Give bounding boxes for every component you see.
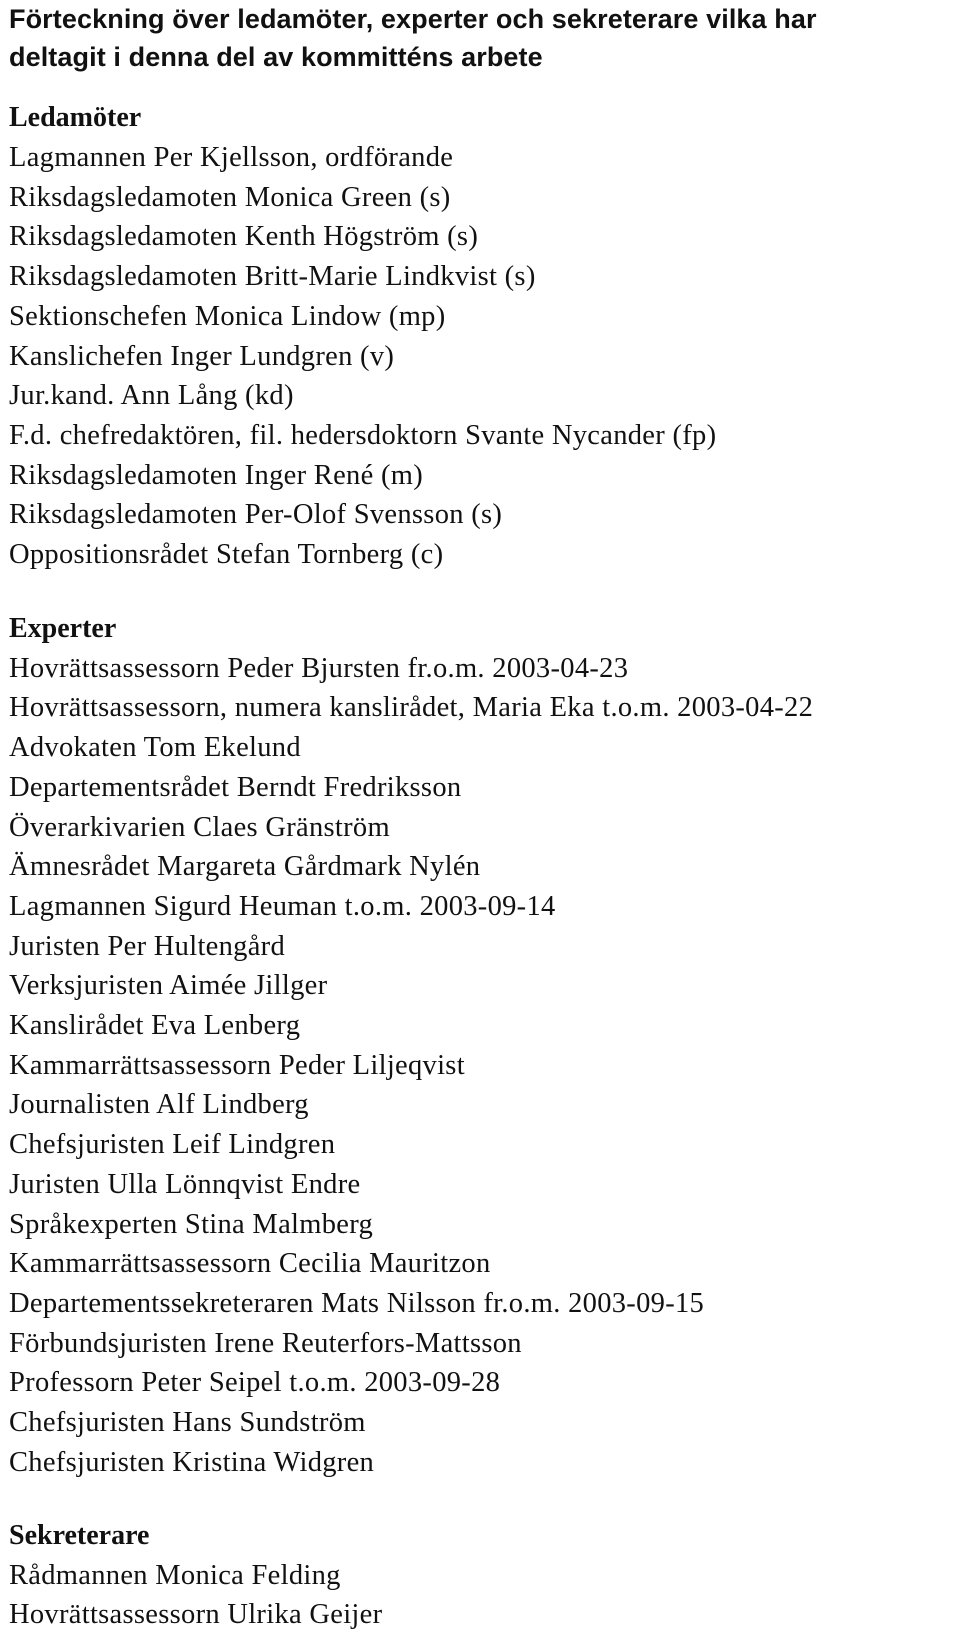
entry-list-experter bbox=[9, 649, 954, 1483]
list-item: Förbundsjuristen Irene Reuterfors-Mattsson bbox=[9, 1327, 522, 1359]
list-item: Riksdagsledamoten Inger René (m) bbox=[9, 459, 424, 491]
list-item: Professorn Peter Seipel t.o.m. 2003-09-28 bbox=[9, 1367, 501, 1399]
list-item: Hovrättsassessorn, numera kanslirådet, Maria Eka t.o.m. 2003-04-22 bbox=[9, 692, 814, 724]
list-item: Kanslirådet Eva Lenberg bbox=[9, 1010, 301, 1042]
list-item: Överarkivarien Claes Gränström bbox=[9, 811, 390, 843]
list-item: Lagmannen Per Kjellsson, ordförande bbox=[9, 142, 454, 173]
list-item: Jur.kand. Ann Lång (kd) bbox=[9, 380, 294, 412]
list-item: Rådmannen Monica Felding bbox=[9, 1559, 341, 1591]
list-item: Lagmannen Sigurd Heuman t.o.m. 2003-09-14 bbox=[9, 890, 556, 922]
list-item: Journalisten Alf Lindberg bbox=[9, 1089, 309, 1121]
list-item: Riksdagsledamoten Kenth Högström (s) bbox=[9, 221, 479, 253]
list-item: Riksdagsledamoten Per-Olof Svensson (s) bbox=[9, 499, 503, 531]
list-item: Chefsjuristen Hans Sundström bbox=[9, 1407, 366, 1439]
list-item: Chefsjuristen Kristina Widgren bbox=[9, 1446, 375, 1478]
list-item: Ämnesrådet Margareta Gårdmark Nylén bbox=[9, 851, 481, 883]
section-experter bbox=[9, 609, 954, 1483]
list-item: Juristen Per Hultengård bbox=[9, 930, 286, 962]
list-item: Riksdagsledamoten Monica Green (s) bbox=[9, 181, 451, 213]
document-page bbox=[9, 0, 954, 1635]
document-title bbox=[9, 0, 954, 76]
list-item: Chefsjuristen Leif Lindgren bbox=[9, 1129, 336, 1161]
title-line-1: Förteckning över ledamöter, experter och sekreterare vilka har bbox=[9, 4, 817, 34]
list-item: Kammarrättsassessorn Peder Liljeqvist bbox=[9, 1049, 465, 1081]
list-item: Advokaten Tom Ekelund bbox=[9, 732, 301, 764]
section-sekreterare bbox=[9, 1516, 954, 1635]
list-item: Riksdagsledamoten Britt-Marie Lindkvist (s) bbox=[9, 261, 536, 293]
entry-list-ledamoter bbox=[9, 138, 954, 575]
list-item: Hovrättsassessorn Ulrika Geijer bbox=[9, 1599, 383, 1631]
section-ledamoter bbox=[9, 98, 954, 575]
section-heading-ledamoter: Ledamöter bbox=[9, 102, 142, 133]
section-heading-experter: Experter bbox=[9, 612, 117, 644]
list-item: Kanslichefen Inger Lundgren (v) bbox=[9, 340, 395, 372]
list-item: Språkexperten Stina Malmberg bbox=[9, 1208, 374, 1240]
section-heading-sekreterare: Sekreterare bbox=[9, 1519, 150, 1551]
list-item: Kammarrättsassessorn Cecilia Mauritzon bbox=[9, 1248, 491, 1280]
list-item: F.d. chefredaktören, fil. hedersdoktorn Svante Nycander (fp) bbox=[9, 419, 717, 451]
list-item: Departementsrådet Berndt Fredriksson bbox=[9, 771, 462, 803]
entry-list-sekreterare bbox=[9, 1556, 954, 1635]
list-item: Departementssekreteraren Mats Nilsson fr.o.m. 2003-09-15 bbox=[9, 1287, 705, 1319]
list-item: Juristen Ulla Lönnqvist Endre bbox=[9, 1168, 361, 1200]
list-item: Verksjuristen Aimée Jillger bbox=[9, 970, 328, 1002]
list-item: Sektionschefen Monica Lindow (mp) bbox=[9, 300, 446, 332]
list-item: Oppositionsrådet Stefan Tornberg (c) bbox=[9, 539, 444, 571]
list-item: Hovrättsassessorn Peder Bjursten fr.o.m. 2003-04-23 bbox=[9, 652, 629, 684]
title-line-2: deltagit i denna del av kommitténs arbete bbox=[9, 42, 543, 72]
